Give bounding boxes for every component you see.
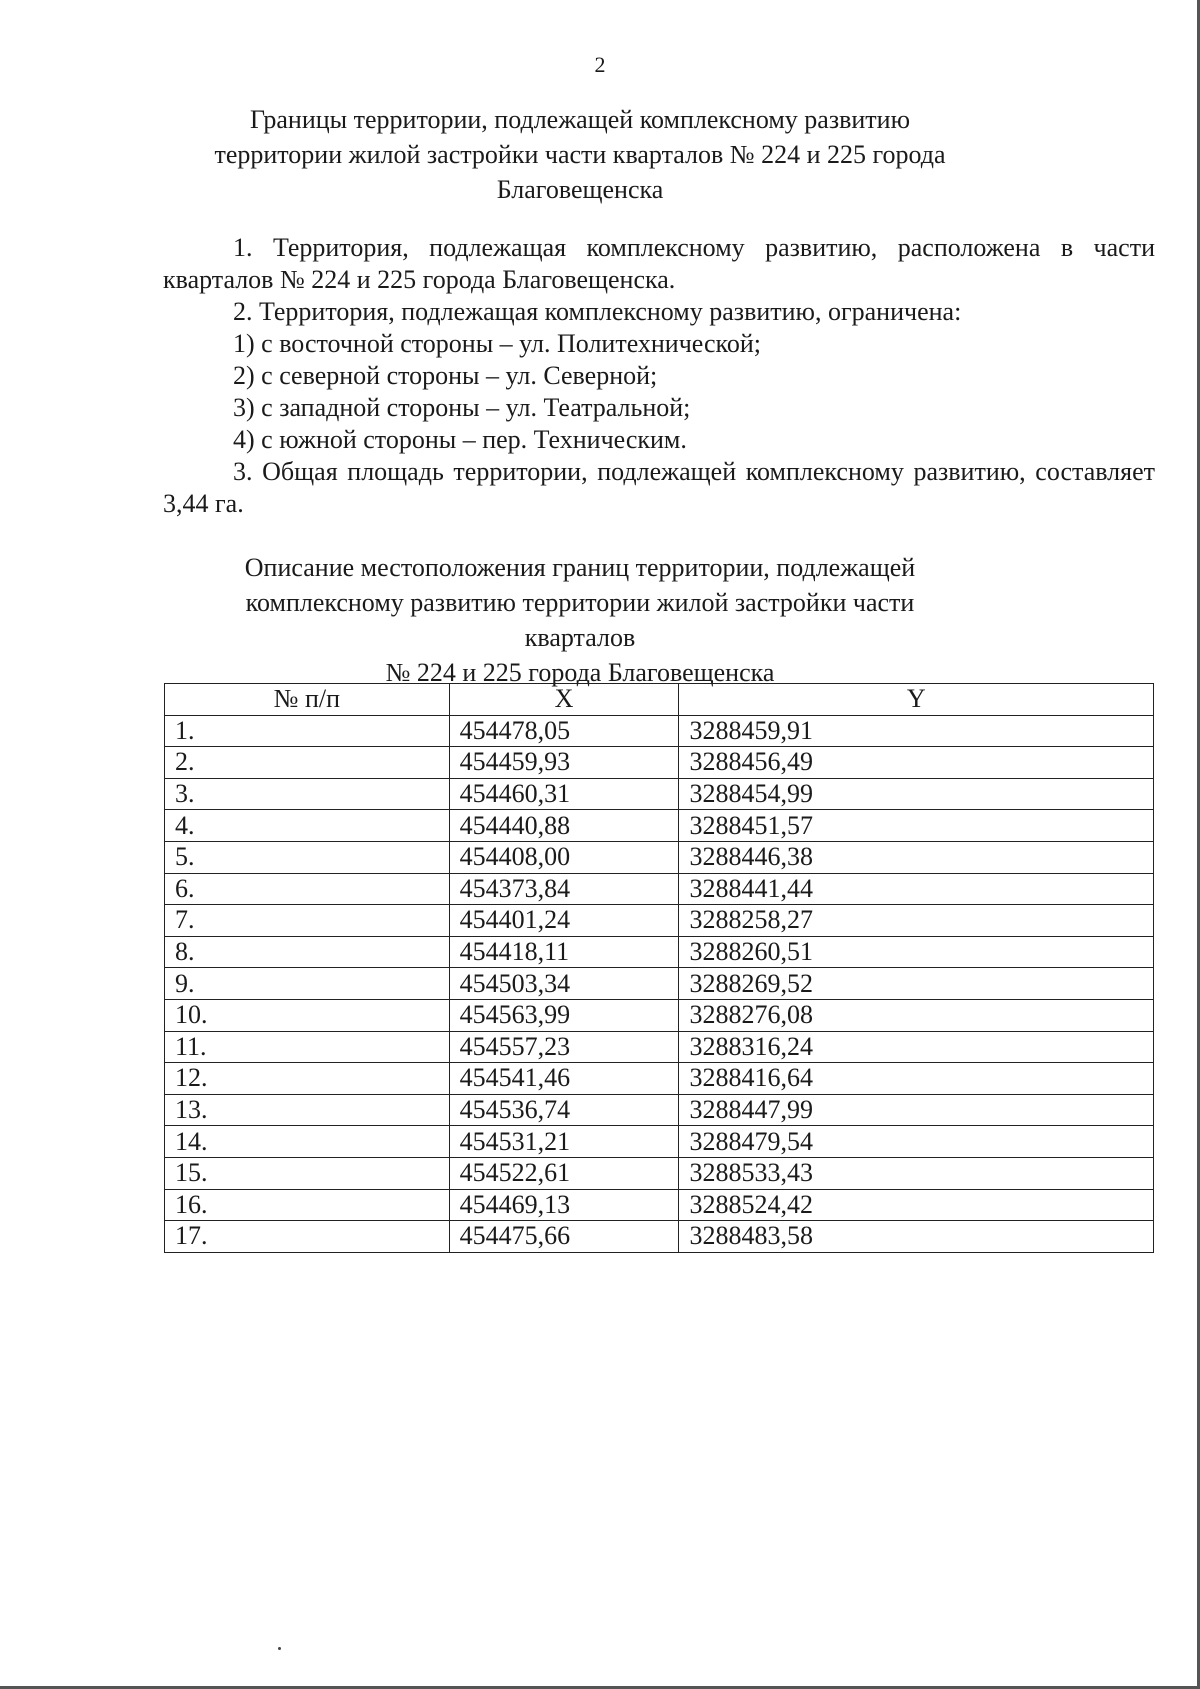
cell-number: 7. — [165, 905, 450, 937]
table-row — [165, 905, 1154, 937]
subtitle-line: № 224 и 225 города Благовещенска — [385, 658, 775, 687]
cell-number: 1. — [165, 715, 450, 747]
header-number: № п/п — [165, 684, 450, 716]
cell-x: 454469,13 — [449, 1189, 679, 1221]
table-row — [165, 1221, 1154, 1253]
document-title — [200, 102, 960, 207]
table-body — [165, 715, 1154, 1252]
table-row — [165, 1031, 1154, 1063]
cell-x: 454459,93 — [449, 747, 679, 779]
cell-y: 3288316,24 — [679, 1031, 1154, 1063]
table-row — [165, 1126, 1154, 1158]
cell-y: 3288524,42 — [679, 1189, 1154, 1221]
cell-y: 3288451,57 — [679, 810, 1154, 842]
cell-y: 3288456,49 — [679, 747, 1154, 779]
cell-y: 3288479,54 — [679, 1126, 1154, 1158]
cell-number: 13. — [165, 1094, 450, 1126]
cell-x: 454475,66 — [449, 1221, 679, 1253]
cell-y: 3288447,99 — [679, 1094, 1154, 1126]
cell-y: 3288533,43 — [679, 1157, 1154, 1189]
table-row — [165, 715, 1154, 747]
table-row — [165, 841, 1154, 873]
table-row — [165, 1157, 1154, 1189]
cell-y: 3288416,64 — [679, 1063, 1154, 1095]
cell-number: 4. — [165, 810, 450, 842]
cell-x: 454531,21 — [449, 1126, 679, 1158]
cell-x: 454522,61 — [449, 1157, 679, 1189]
cell-number: 14. — [165, 1126, 450, 1158]
cell-x: 454557,23 — [449, 1031, 679, 1063]
cell-y: 3288276,08 — [679, 999, 1154, 1031]
cell-number: 12. — [165, 1063, 450, 1095]
cell-number: 15. — [165, 1157, 450, 1189]
boundary-north: 2) с северной стороны – ул. Северной; — [233, 361, 658, 390]
subtitle-line: Описание местоположения границ территории, подлежащей — [244, 553, 916, 582]
header-x: X — [449, 684, 679, 716]
cell-x: 454418,11 — [449, 936, 679, 968]
cell-x: 454503,34 — [449, 968, 679, 1000]
cell-x: 454460,31 — [449, 778, 679, 810]
table-title — [200, 550, 960, 690]
table-row — [165, 936, 1154, 968]
cell-number: 17. — [165, 1221, 450, 1253]
boundary-east: 1) с восточной стороны – ул. Политехнической; — [233, 329, 761, 358]
subtitle-line: комплексному развитию территории жилой застройки части кварталов — [245, 588, 915, 652]
scan-speck — [278, 1647, 281, 1650]
coordinates-table — [164, 683, 1154, 1253]
cell-number: 8. — [165, 936, 450, 968]
cell-y: 3288446,38 — [679, 841, 1154, 873]
paragraph-boundaries: 2. Территория, подлежащая комплексному развитию, ограничена: — [233, 297, 962, 326]
cell-number: 3. — [165, 778, 450, 810]
header-y: Y — [679, 684, 1154, 716]
body-text — [163, 232, 1155, 520]
cell-y: 3288269,52 — [679, 968, 1154, 1000]
cell-x: 454478,05 — [449, 715, 679, 747]
cell-number: 16. — [165, 1189, 450, 1221]
table-row — [165, 1189, 1154, 1221]
table-row — [165, 873, 1154, 905]
cell-y: 3288459,91 — [679, 715, 1154, 747]
cell-number: 6. — [165, 873, 450, 905]
cell-x: 454401,24 — [449, 905, 679, 937]
cell-x: 454563,99 — [449, 999, 679, 1031]
title-line: Благовещенска — [496, 175, 664, 204]
cell-y: 3288260,51 — [679, 936, 1154, 968]
cell-number: 5. — [165, 841, 450, 873]
table-row — [165, 999, 1154, 1031]
table-row — [165, 1063, 1154, 1095]
page-number: 2 — [594, 52, 606, 77]
table-row — [165, 810, 1154, 842]
boundary-south: 4) с южной стороны – пер. Техническим. — [233, 425, 687, 454]
paragraph-area: 3. Общая площадь территории, подлежащей комплексному развитию, составляет 3,44 га. — [163, 457, 1155, 518]
boundary-west: 3) с западной стороны – ул. Театральной; — [233, 393, 691, 422]
cell-number: 11. — [165, 1031, 450, 1063]
cell-x: 454408,00 — [449, 841, 679, 873]
paragraph-location: 1. Территория, подлежащая комплексному развитию, расположена в части кварталов № 224 и 225 города Благовещенска. — [163, 233, 1155, 294]
cell-number: 10. — [165, 999, 450, 1031]
cell-y: 3288441,44 — [679, 873, 1154, 905]
cell-x: 454536,74 — [449, 1094, 679, 1126]
cell-x: 454373,84 — [449, 873, 679, 905]
cell-x: 454541,46 — [449, 1063, 679, 1095]
title-line: территории жилой застройки части кварталов № 224 и 225 города — [214, 140, 946, 169]
table-row — [165, 1094, 1154, 1126]
table-row — [165, 747, 1154, 779]
cell-x: 454440,88 — [449, 810, 679, 842]
cell-y: 3288483,58 — [679, 1221, 1154, 1253]
cell-y: 3288454,99 — [679, 778, 1154, 810]
cell-y: 3288258,27 — [679, 905, 1154, 937]
cell-number: 2. — [165, 747, 450, 779]
table-row — [165, 968, 1154, 1000]
cell-number: 9. — [165, 968, 450, 1000]
table-header-row — [165, 684, 1154, 716]
table-row — [165, 778, 1154, 810]
title-line: Границы территории, подлежащей комплексному развитию — [250, 105, 910, 134]
